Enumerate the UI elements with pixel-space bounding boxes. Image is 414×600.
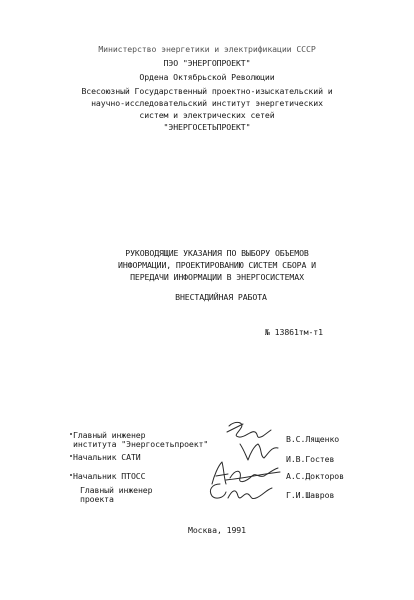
institute-line-3: систем и электрических сетей bbox=[139, 110, 275, 120]
title-line-3: ПЕРЕДАЧИ ИНФОРМАЦИИ В ЭНЕРГОСИСТЕМАХ bbox=[130, 272, 304, 282]
signatory-4-role-line-2: проекта bbox=[80, 494, 114, 504]
signatory-2-role: Начальник САТИ bbox=[73, 452, 141, 462]
ministry-line: Министерство энергетики и электрификации СССР bbox=[98, 44, 316, 54]
order-line: Ордена Октябрьской Революции bbox=[139, 72, 275, 82]
title-line-4: ВНЕСТАДИЙНАЯ РАБОТА bbox=[175, 292, 267, 302]
signatory-4-role-line-1: Главный инженер bbox=[80, 485, 153, 495]
association-line: ПЭО "ЭНЕРГОПРОЕКТ" bbox=[163, 58, 251, 68]
title-line-2: ИНФОРМАЦИИ, ПРОЕКТИРОВАНИЮ СИСТЕМ СБОРА И bbox=[117, 260, 316, 270]
signatory-1-role-line-2: института "Энергосетьпроект" bbox=[73, 439, 209, 449]
scan-speck bbox=[70, 455, 72, 457]
institute-line-2: научно-исследовательский институт энергетических bbox=[91, 98, 323, 108]
signature-4 bbox=[206, 480, 276, 504]
signatory-4-name: Г.И.Шавров bbox=[286, 490, 335, 500]
city-year: Москва, 1991 bbox=[188, 525, 246, 535]
signatory-3-name: А.С.Докторов bbox=[286, 471, 344, 481]
signatory-1-role-line-1: Главный инженер bbox=[73, 430, 146, 440]
signatory-1-name: В.С.Лященко bbox=[286, 434, 340, 444]
title-line-1: РУКОВОДЯЩИЕ УКАЗАНИЯ ПО ВЫБОРУ ОБЪЕМОВ bbox=[125, 248, 309, 258]
scan-speck bbox=[70, 474, 72, 476]
document-number: № 13861тм-т1 bbox=[265, 327, 323, 337]
signatory-2-name: И.В.Гостев bbox=[286, 454, 335, 464]
scan-speck bbox=[70, 433, 72, 435]
institute-line-1: Всесоюзный Государственный проектно-изыскательский и bbox=[81, 86, 333, 96]
signatory-3-role: Начальник ПТОСС bbox=[73, 471, 146, 481]
institute-short-name: "ЭНЕРГОСЕТЬПРОЕКТ" bbox=[163, 122, 251, 132]
